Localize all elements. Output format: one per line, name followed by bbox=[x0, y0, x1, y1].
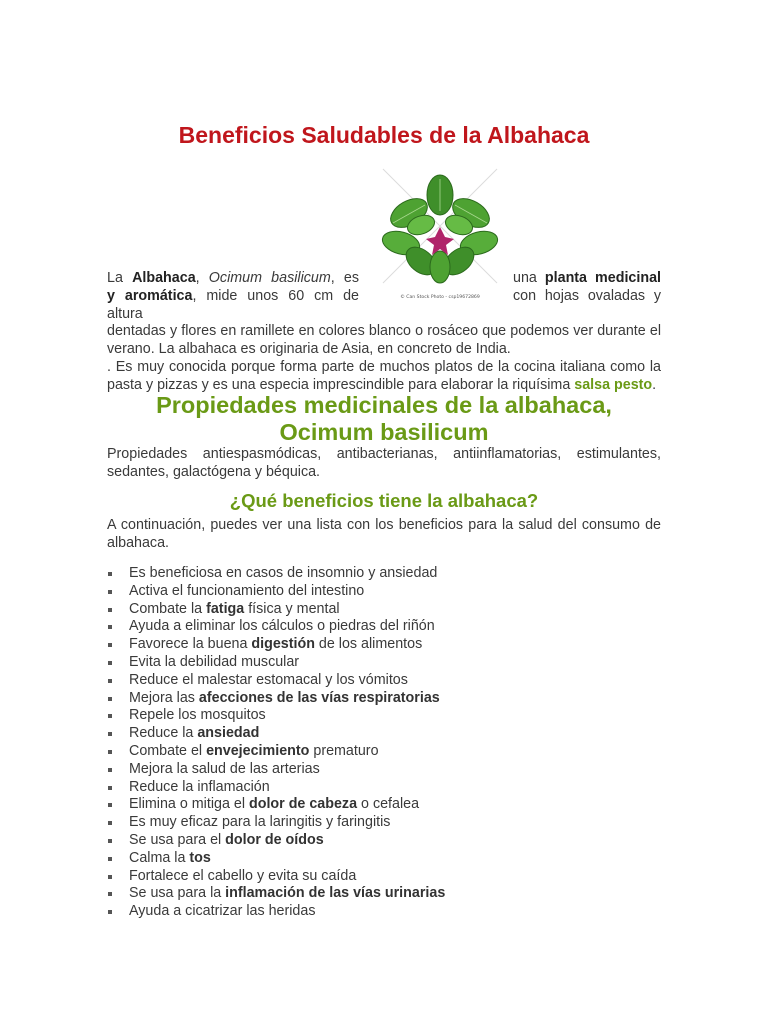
benefit-list-item: Se usa para el dolor de oídos bbox=[107, 832, 445, 850]
benefit-list-item: Reduce la ansiedad bbox=[107, 725, 445, 743]
benefit-list-item: Combate la fatiga física y mental bbox=[107, 601, 445, 619]
benefit-list-item: Evita la debilidad muscular bbox=[107, 654, 445, 672]
benefit-list-item: Repele los mosquitos bbox=[107, 707, 445, 725]
benefit-list-item: Es beneficiosa en casos de insomnio y ansiedad bbox=[107, 565, 445, 583]
benefit-list-item: Reduce la inflamación bbox=[107, 779, 445, 797]
benefit-list-item: Combate el envejecimiento prematuro bbox=[107, 743, 445, 761]
benefit-list-item: Fortalece el cabello y evita su caída bbox=[107, 868, 445, 886]
benefit-list-item: Activa el funcionamiento del intestino bbox=[107, 583, 445, 601]
benefit-list-item: Mejora la salud de las arterias bbox=[107, 761, 445, 779]
salsa-pesto-highlight: salsa pesto bbox=[574, 376, 653, 393]
intro-paragraph: La Albahaca, Ocimum basilicum, es una planta medicinal y aromática, mide unos 60 cm de altura con hojas ovaladas y dentadas y flores en ramillete en colores blanco o rosáceo que podemos ver durante el verano. La albahaca es originaria de Asia, en concreto de India. . Es muy conocida porque forma parte de muchos platos de la cocina italiana como la pasta y pizzas y es una especia imprescindible para elaborar la riquísima salsa pesto. bbox=[107, 270, 661, 393]
image-caption: © Can Stock Photo - csp19672869 bbox=[400, 295, 480, 300]
benefit-list-item: Reduce el malestar estomacal y los vómitos bbox=[107, 672, 445, 690]
page-title: Beneficios Saludables de la Albahaca bbox=[178, 122, 590, 148]
benefits-intro-text: A continuación, puedes ver una lista con los beneficios para la salud del consumo de albahaca. bbox=[107, 517, 661, 551]
benefit-list-item: Es muy eficaz para la laringitis y faringitis bbox=[107, 814, 445, 832]
benefits-list bbox=[107, 565, 445, 921]
benefit-list-item: Se usa para la inflamación de las vías urinarias bbox=[107, 885, 445, 903]
benefit-list-item: Ayuda a eliminar los cálculos o piedras del riñón bbox=[107, 618, 445, 636]
benefit-list-item: Mejora las afecciones de las vías respiratorias bbox=[107, 690, 445, 708]
benefit-list-item: Calma la tos bbox=[107, 850, 445, 868]
benefit-list-item: Favorece la buena digestión de los alimentos bbox=[107, 636, 445, 654]
benefit-list-item: Elimina o mitiga el dolor de cabeza o cefalea bbox=[107, 796, 445, 814]
properties-text: Propiedades antiespasmódicas, antibacterianas, antiinflamatorias, estimulantes, sedantes, galactógena y béquica. bbox=[107, 446, 661, 480]
benefit-list-item: Ayuda a cicatrizar las heridas bbox=[107, 903, 445, 921]
section-heading-properties: Propiedades medicinales de la albahaca, Ocimum basilicum bbox=[156, 392, 612, 445]
section-heading-benefits: ¿Qué beneficios tiene la albahaca? bbox=[229, 490, 539, 511]
